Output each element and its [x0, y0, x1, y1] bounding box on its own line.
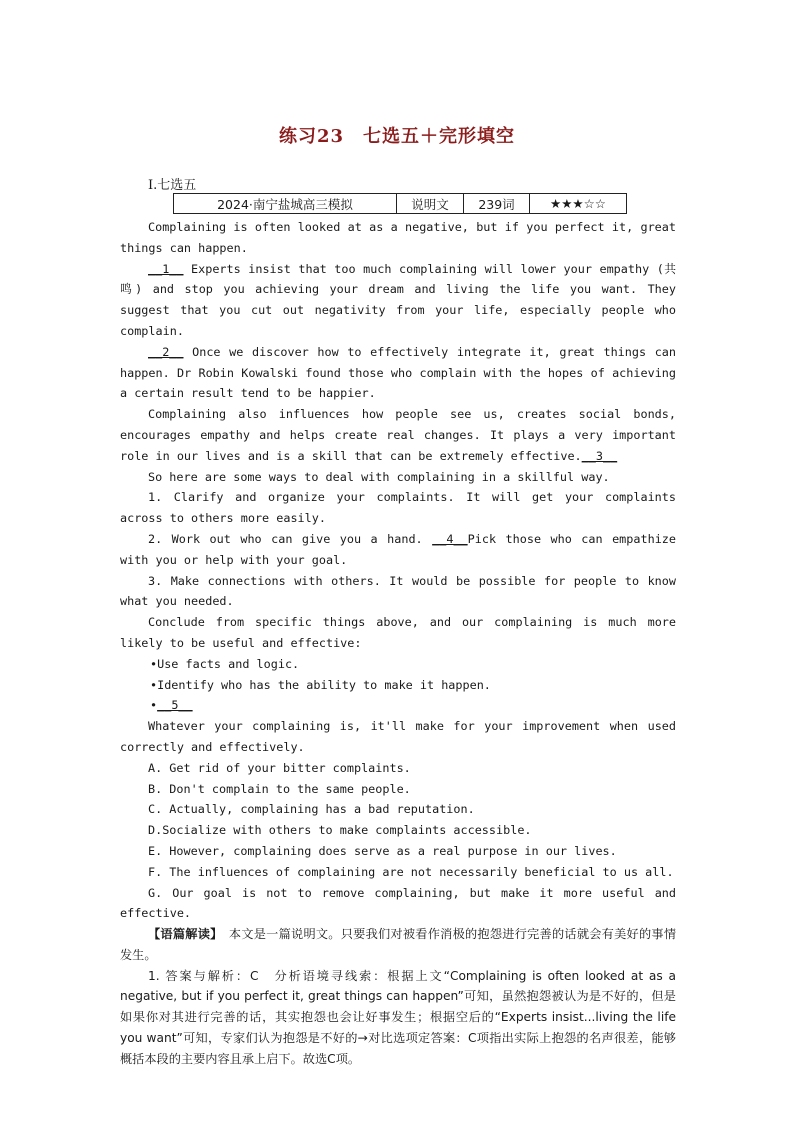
blank-2: __2__ — [148, 344, 184, 359]
paragraph-2 — [120, 259, 676, 342]
option-e: E. However, complaining does serve as a real purpose in our lives. — [148, 843, 617, 858]
paragraph-4-text: Complaining also influences how people see us, creates social bonds, encourages empathy and helps create real changes. It plays a very important role in our lives and is a skill that can be extremely effective. — [120, 407, 676, 463]
meta-source: 2024·南宁盐城高三模拟 — [174, 194, 397, 214]
paragraph-3 — [120, 342, 676, 404]
bullet-3 — [120, 695, 676, 716]
list-item-1: 1. Clarify and organize your complaints. It will get your complaints across to others more easily. — [120, 490, 676, 526]
paragraph-7: Whatever your complaining is, it'll make for your improvement when used correctly and effectively. — [120, 719, 676, 754]
paragraph-3-text: Once we discover how to effectively integrate it, great things can happen. Dr Robin Kowalski found those who complain with the hopes of achieving a certain result tend to be happier. — [120, 344, 676, 401]
blank-4: __4__ — [432, 531, 468, 546]
passage-meta-table — [173, 193, 627, 214]
blank-5: __5__ — [157, 698, 193, 713]
meta-word-count: 239词 — [464, 194, 530, 214]
paragraph-5: So here are some ways to deal with complaining in a skillful way. — [148, 469, 610, 484]
blank-3: __3__ — [581, 448, 618, 463]
analysis-intro-text: 本文是一篇说明文。只要我们对被看作消极的抱怨进行完善的话就会有美好的事情发生。 — [120, 927, 677, 962]
analysis-heading: 【语篇解读】 — [148, 927, 217, 942]
bullet-3-mark: • — [150, 698, 158, 713]
bullet-1: •Use facts and logic. — [150, 656, 300, 671]
analysis-section — [120, 924, 676, 1070]
answer-1: 1. 答案与解析：C 分析语境寻线索：根据上文“Complaining is often looked at as a negative, but if you perfect it, great things can happen”可知，虽然抱怨被认为是不好的，但是如果你对其进行完善的话，其实抱怨也会让好事发生；根据空后的“Experts insist...living the life you want”可知，专家们认为抱怨是不好的→对比选项定答案：C项指出实际上抱怨的名声很差，能够概括本段的主要内容且承上启下。故选C项。 — [120, 968, 676, 1066]
list-item-3: 3. Make connections with others. It would be possible for people to know what you needed. — [120, 573, 676, 609]
option-b: B. Don't complain to the same people. — [148, 781, 411, 796]
page-title: 练习23 七选五＋完形填空 — [278, 126, 516, 147]
list-item-2-text-a: 2. Work out who can give you a hand. — [148, 531, 423, 546]
paragraph-4 — [120, 404, 676, 466]
option-a: A. Get rid of your bitter complaints. — [148, 760, 411, 775]
bullet-2: •Identify who has the ability to make it happen. — [150, 677, 491, 692]
paragraph-2-text: Experts insist that too much complaining will lower your empathy (共鸣) and stop you achieving your dream and living the life you want. They suggest that you cut out negativity from your life, especially people who complain. — [120, 261, 676, 338]
section-heading: Ⅰ.七选五 — [148, 178, 197, 193]
list-item-2-text-b: Pick those who can empathize with you or help with your goal. — [120, 531, 677, 567]
paragraph-1: Complaining is often looked at as a negative, but if you perfect it, great things can happen. — [120, 220, 676, 255]
blank-1: __1__ — [148, 261, 184, 276]
paragraph-6: Conclude from specific things above, and our complaining is much more likely to be useful and effective: — [120, 615, 676, 650]
meta-genre: 说明文 — [397, 194, 464, 214]
option-d: D.Socialize with others to make complaints accessible. — [148, 823, 532, 838]
analysis-intro — [120, 924, 676, 966]
list-item-2 — [120, 529, 676, 571]
option-c: C. Actually, complaining has a bad reputation. — [148, 802, 475, 817]
option-f: F. The influences of complaining are not necessarily beneficial to us all. — [148, 864, 674, 879]
passage-body — [120, 217, 676, 1070]
option-g: G. Our goal is not to remove complaining, but make it more useful and effective. — [120, 885, 676, 921]
meta-difficulty: ★★★☆☆ — [530, 194, 627, 214]
